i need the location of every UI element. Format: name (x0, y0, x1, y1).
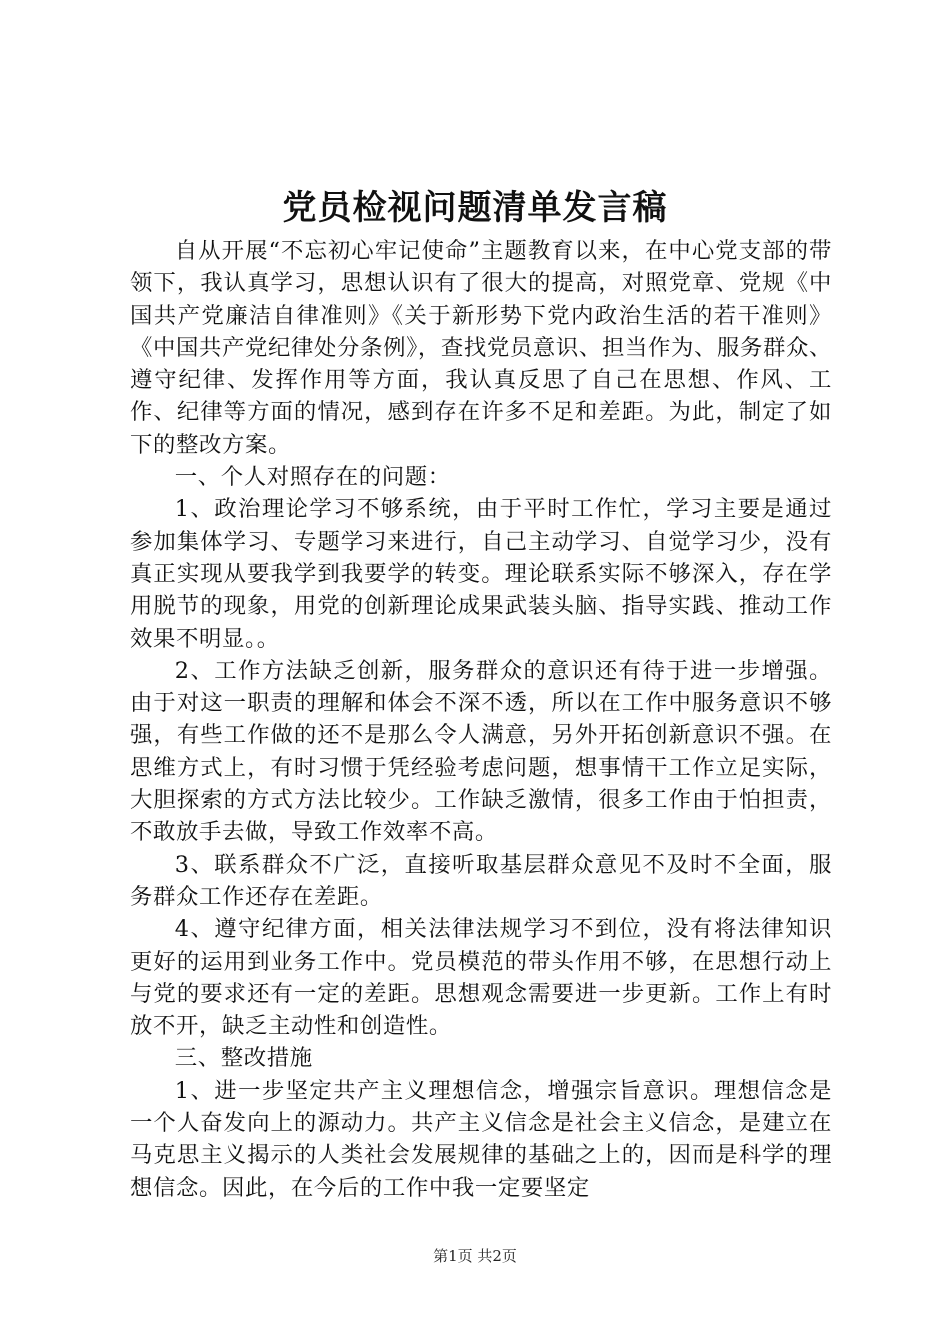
document-body (130, 235, 832, 1204)
paragraph-problem-1: 1、政治理论学习不够系统，由于平时工作忙，学习主要是通过参加集体学习、专题学习来进行，自己主动学习、自觉学习少，没有真正实现从要我学到我要学的转变。理论联系实际不够深入，存在学用脱节的现象，用党的创新理论成果武装头脑、指导实践、推动工作效果不明显。。 (130, 496, 832, 652)
paragraph-problem-3: 3、联系群众不广泛，直接听取基层群众意见不及时不全面，服务群众工作还存在差距。 (130, 851, 832, 910)
document-title: 党员检视问题清单发言稿 (282, 188, 668, 228)
section-heading-problems: 一、个人对照存在的问题： (174, 464, 451, 491)
paragraph-intro: 自从开展“不忘初心牢记使命”主题教育以来，在中心党支部的带领下，我认真学习，思想认识有了很大的提高，对照党章、党规《中国共产党廉洁自律准则》《关于新形势下党内政治生活的若干准则》《中国共产党纪律处分条例》，查找党员意识、担当作为、服务群众、遵守纪律、发挥作用等方面，我认真反思了自己在思想、作风、工作、纪律等方面的情况，感到存在许多不足和差距。为此，制定了如下的整改方案。 (130, 238, 832, 458)
paragraph-measure-1: 1、进一步坚定共产主义理想信念，增强宗旨意识。理想信念是一个人奋发向上的源动力。共产主义信念是社会主义信念，是建立在马克思主义揭示的人类社会发展规律的基础之上的，因而是科学的理想信念。因此，在今后的工作中我一定要坚定 (130, 1077, 832, 1201)
paragraph-problem-2: 2、工作方法缺乏创新，服务群众的意识还有待于进一步增强。由于对这一职责的理解和体会不深不透，所以在工作中服务意识不够强，有些工作做的还不是那么令人满意，另外开拓创新意识不强。在思维方式上，有时习惯于凭经验考虑问题，想事情干工作立足实际，大胆探索的方式方法比较少。工作缺乏激情，很多工作由于怕担责，不敢放手去做，导致工作效率不高。 (130, 657, 832, 846)
section-heading-measures: 三、整改措施 (174, 1045, 313, 1072)
paragraph-problem-4: 4、遵守纪律方面，相关法律法规学习不到位，没有将法律知识更好的运用到业务工作中。党员模范的带头作用不够，在思想行动上与党的要求还有一定的差距。思想观念需要进一步更新。工作上有时放不开，缺乏主动性和创造性。 (130, 916, 832, 1040)
page-footer: 第1页 共2页 (433, 1247, 517, 1265)
